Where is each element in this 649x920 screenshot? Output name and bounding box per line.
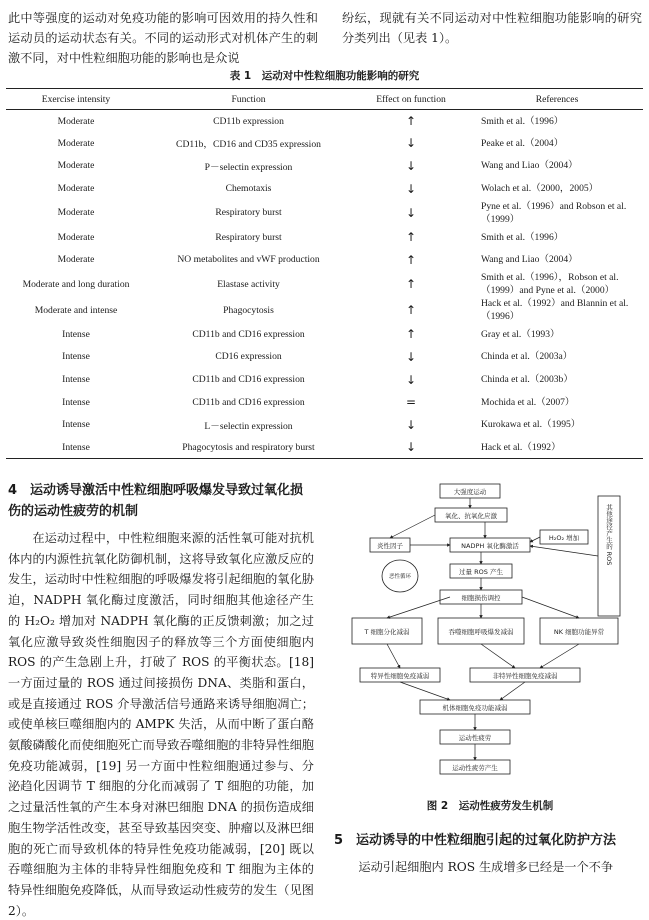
node-other-label: 其他途径产生的 ROS <box>605 504 613 566</box>
table-row <box>6 413 643 436</box>
cell-effect: = <box>405 395 417 410</box>
cell-references: Peake et al.（2004） <box>481 137 564 149</box>
cell-intensity: Moderate <box>57 160 95 172</box>
section-4-body: 在运动过程中，中性粒细胞来源的活性氧可能对抗机体内的内源性抗氧化防御机制，这将导致氧化应激反应的发生，运动时中性粒细胞的呼吸爆发将引起细胞的氧化胁迫，NADPH 氧化酶过度激活，同时细胞其他途径产生的 H₂O₂ 增加对 NADPH 氧化酶的正反馈刺激；加之过氧化应激导致炎性细胞因子的释放等三个方面使细胞内 ROS 的产生急剧上升，打破了 ROS 的平衡状态。[18] 一方面过量的 ROS 通过间接损伤 DNA、类脂和蛋白，或是直接通过 ROS 介导激活信号通路来诱导细胞凋亡；或使单核巨噬细胞内的 AMPK 失活，从而中断了蛋白酪氨酸磷酸化而使细胞死亡而导致吞噬细胞的非特异性细胞免疫功能减弱，[19] 另一方面中性粒细胞通过参与、分泌趋化因调节 T 细胞的分化而减弱了 T 细胞的功能，加之过量活性氧的产生本身对淋巴细胞 DNA 的损伤造成细胞生物学活性改变，甚至导致基因突变、肿瘤以及淋巴细胞的死亡而导致机体的特异性免疫功能减弱，[20] 既以吞噬细胞为主体的非特异性细胞免疫和 T 细胞为主体的特异性细胞免疫降低，从而导致运动性疲劳的发生（见图 2）。 <box>8 531 314 918</box>
cell-intensity: Moderate <box>57 137 95 149</box>
cell-references: Hack et al.（1992） <box>481 441 561 453</box>
cell-effect: ↑ <box>405 303 417 318</box>
cell-references: Chinda et al.（2003b） <box>481 374 573 386</box>
node-nk: NK 细胞功能异常 <box>553 628 605 636</box>
section-4-heading: 4 运动诱导激活中性粒细胞呼吸爆发导致过氧化损伤的运动性疲劳的机制 <box>8 483 304 519</box>
node-phago: 吞噬细胞呼吸爆发减弱 <box>448 628 514 636</box>
top-left-paragraph: 此中等强度的运动对免疫功能的影响可因效用的持久性和运动员的运动状态有关。不同的运动形式对机体产生的刺激不同，对中性粒细胞功能的影响也是众说 <box>8 11 318 65</box>
cell-function: CD11b，CD16 and CD35 expression <box>176 139 321 151</box>
cell-references: Smith et al.（1996），Robson et al.（1999）and Pyne et al.（2000） <box>481 272 619 297</box>
cell-function: CD11b and CD16 expression <box>192 374 305 386</box>
table-row <box>6 346 643 369</box>
table-row <box>6 297 643 323</box>
header-function: Function <box>231 93 266 105</box>
node-damage: 细胞损伤调控 <box>461 594 501 602</box>
cell-effect: ↓ <box>405 417 417 432</box>
cell-function: Chemotaxis <box>225 183 272 195</box>
section-4 <box>8 480 314 920</box>
cell-references: Wolach et al.（2000，2005） <box>481 183 599 195</box>
table-row <box>6 177 643 200</box>
cell-function: CD11b and CD16 expression <box>192 328 305 340</box>
cell-intensity: Moderate and long duration <box>22 278 130 290</box>
cell-effect: ↑ <box>405 230 417 245</box>
section-5 <box>334 830 642 878</box>
cell-references: Wang and Liao（2004） <box>481 254 578 266</box>
table-row <box>6 226 643 249</box>
cell-function: CD16 expression <box>215 351 282 363</box>
cell-effect: ↓ <box>405 349 417 364</box>
section-5-heading: 5 运动诱导的中性粒细胞引起的过氧化防护方法 <box>334 833 617 848</box>
cell-references: Mochida et al.（2007） <box>481 396 575 408</box>
cell-function: Respiratory burst <box>215 231 282 243</box>
cell-function: Phagocytosis <box>223 304 274 316</box>
cell-effect: ↑ <box>405 277 417 292</box>
table-caption: 表 1 运动对中性粒细胞功能影响的研究 <box>229 70 420 82</box>
cell-references: Smith et al.（1996） <box>481 115 564 127</box>
cell-effect: ↓ <box>405 181 417 196</box>
table-row <box>6 368 643 391</box>
cell-intensity: Moderate <box>57 231 95 243</box>
cell-effect: ↑ <box>405 252 417 267</box>
exercise-neutrophil-table <box>6 88 643 459</box>
cell-references: Smith et al.（1996） <box>481 231 564 243</box>
cell-function: NO metabolites and vWF production <box>177 254 320 266</box>
node-nadph: NADPH 氧化酶激活 <box>461 542 519 550</box>
node-h2o2: H₂O₂ 增加 <box>548 534 580 542</box>
cell-intensity: Intense <box>62 328 90 340</box>
cell-references: Wang and Liao（2004） <box>481 160 578 172</box>
cell-references: Chinda et al.（2003a） <box>481 351 573 363</box>
table-row <box>6 391 643 414</box>
table-row <box>6 200 643 226</box>
node-immune: 机体细胞免疫功能减弱 <box>442 704 508 712</box>
cell-function: CD11b and CD16 expression <box>192 396 305 408</box>
cell-references: Pyne et al.（1996）and Robson et al.（1999） <box>481 200 627 225</box>
cell-effect: ↑ <box>405 114 417 129</box>
table-row <box>6 271 643 297</box>
fatigue-mechanism-diagram <box>340 478 640 798</box>
cell-references: Gray et al.（1993） <box>481 328 560 340</box>
cell-intensity: Moderate <box>57 207 95 219</box>
table-row <box>6 110 643 133</box>
cell-intensity: Moderate and intense <box>34 304 118 316</box>
header-effect: Effect on function <box>376 93 446 105</box>
cell-function: Respiratory burst <box>215 207 282 219</box>
node-loop-label: 恶性循环 <box>388 574 412 580</box>
cell-function: Phagocytosis and respiratory burst <box>182 441 315 453</box>
cell-intensity: Moderate <box>57 115 95 127</box>
table-row <box>6 436 643 459</box>
cell-effect: ↓ <box>405 136 417 151</box>
cell-function: CD11b expression <box>213 115 284 127</box>
cell-function: Elastase activity <box>217 278 280 290</box>
node-t-cell: T 细胞分化减弱 <box>364 628 410 636</box>
figure-caption: 图 2 运动性疲劳发生机制 <box>426 800 554 812</box>
cell-effect: ↓ <box>405 158 417 173</box>
cell-intensity: Intense <box>62 419 90 431</box>
cell-intensity: Intense <box>62 374 90 386</box>
node-ros: 过量 ROS 产生 <box>459 568 503 576</box>
top-text <box>8 8 642 68</box>
header-references: References <box>535 93 579 105</box>
top-right-paragraph: 纷纭，现就有关不同运动对中性粒细胞功能影响的研究分类列出（见表 1）。 <box>342 11 642 45</box>
section-5-body: 运动引起细胞内 ROS 生成增多已经是一个不争 <box>358 860 614 874</box>
table-body <box>6 110 643 459</box>
cell-effect: ↑ <box>405 327 417 342</box>
cell-effect: ↓ <box>405 440 417 455</box>
node-other <box>605 503 613 566</box>
node-exercise: 大强度运动 <box>453 488 487 496</box>
cell-intensity: Intense <box>62 351 90 363</box>
table-row <box>6 323 643 346</box>
node-fatigue2: 运动性疲劳产生 <box>452 764 498 772</box>
node-specific: 特异性细胞免疫减弱 <box>370 672 430 680</box>
header-exercise-intensity: Exercise intensity <box>41 93 111 105</box>
cell-intensity: Moderate <box>57 183 95 195</box>
table-header-row <box>6 89 643 110</box>
node-fatigue1: 运动性疲劳 <box>458 734 492 742</box>
cell-effect: ↓ <box>405 372 417 387</box>
table-row <box>6 248 643 271</box>
cell-function: L－selectin expression <box>204 420 293 432</box>
cell-intensity: Moderate <box>57 254 95 266</box>
cell-effect: ↓ <box>405 205 417 220</box>
cell-intensity: Intense <box>62 396 90 408</box>
cell-intensity: Intense <box>62 441 90 453</box>
node-cytokine: 炎性因子 <box>377 542 403 550</box>
table-row <box>6 132 643 155</box>
table-row <box>6 155 643 178</box>
node-nonspecific: 非特异性细胞免疫减弱 <box>492 672 558 680</box>
cell-function: P－selectin expression <box>204 161 293 173</box>
cell-references: Hack et al.（1992）and Blannin et al.（1996） <box>481 298 629 323</box>
node-oxidative: 氧化、抗氧化应激 <box>445 512 497 520</box>
cell-references: Kurokawa et al.（1995） <box>481 419 581 431</box>
